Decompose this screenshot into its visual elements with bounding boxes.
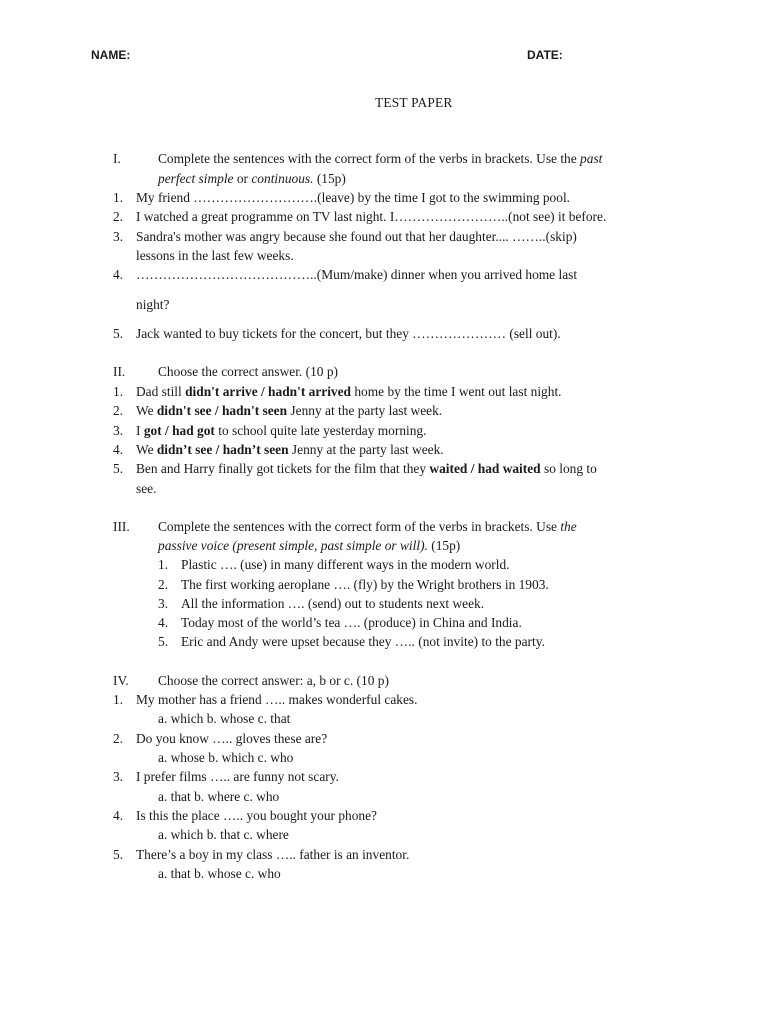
section4-item-number: 4. <box>113 808 124 823</box>
section3-item-text: The first working aeroplane …. (fly) by the Wright brothers in 1903. <box>181 577 549 592</box>
section2-item-number: 4. <box>113 442 124 457</box>
section2-item-text-cont: see. <box>136 481 157 496</box>
section1-item-text-cont: lessons in the last few weeks. <box>136 248 294 263</box>
section3-item-number: 3. <box>158 596 169 611</box>
section1-item-text: Sandra's mother was angry because she found out that her daughter.... ……..(skip) <box>136 229 577 244</box>
section3-item-text: Plastic …. (use) in many different ways in the modern world. <box>181 557 510 572</box>
section4-instruction: Choose the correct answer: a, b or c. (10 p) <box>158 673 389 688</box>
section1-instruction-line1: Complete the sentences with the correct form of the verbs in brackets. Use the past <box>158 151 603 166</box>
section1-number: I. <box>113 151 121 166</box>
section2-item-text: I got / had got to school quite late yesterday morning. <box>136 423 427 438</box>
section4-item-number: 2. <box>113 731 124 746</box>
name-label: NAME: <box>91 48 131 62</box>
section3-item-text: Today most of the world’s tea …. (produce) in China and India. <box>181 615 522 630</box>
section4-question: I prefer films ….. are funny not scary. <box>136 769 339 784</box>
section3-item-number: 5. <box>158 634 169 649</box>
section4-number: IV. <box>113 673 129 688</box>
page-title: TEST PAPER <box>375 95 453 110</box>
section2-item-text: Dad still didn't arrive / hadn't arrived home by the time I went out last night. <box>136 384 562 399</box>
section4-question: Do you know ….. gloves these are? <box>136 731 328 746</box>
section1-item-text-cont: night? <box>136 297 170 312</box>
section3-instruction-line1: Complete the sentences with the correct form of the verbs in brackets. Use the <box>158 519 577 534</box>
section4-item-number: 5. <box>113 847 124 862</box>
section2-item-number: 3. <box>113 423 124 438</box>
section1-item-number: 4. <box>113 267 124 282</box>
section4-item-number: 3. <box>113 769 124 784</box>
section3-item-text: All the information …. (send) out to students next week. <box>181 596 485 611</box>
section1-item-text: I watched a great programme on TV last night. I……………………..(not see) it before. <box>136 209 607 224</box>
section3-item-number: 2. <box>158 577 169 592</box>
section1-item-number: 3. <box>113 229 124 244</box>
section3-number: III. <box>113 519 130 534</box>
section4-options: a. which b. that c. where <box>158 827 289 842</box>
section2-item-text: Ben and Harry finally got tickets for the film that they waited / had waited so long to <box>136 461 597 476</box>
section4-question: There’s a boy in my class ….. father is an inventor. <box>136 847 410 862</box>
section2-item-text: We didn’t see / hadn’t seen Jenny at the party last week. <box>136 442 444 457</box>
section1-item-number: 5. <box>113 326 124 341</box>
section2-item-number: 1. <box>113 384 124 399</box>
section1-instruction-line2: perfect simple or continuous. (15p) <box>158 171 346 186</box>
section3-item-number: 1. <box>158 557 169 572</box>
section4-question: Is this the place ….. you bought your phone? <box>136 808 377 823</box>
section2-instruction: Choose the correct answer. (10 p) <box>158 364 338 379</box>
section4-options: a. whose b. which c. who <box>158 750 294 765</box>
section3-item-number: 4. <box>158 615 169 630</box>
section3-instruction-line2: passive voice (present simple, past simple or will). (15p) <box>158 538 461 553</box>
section2-item-number: 5. <box>113 461 124 476</box>
section1-item-text: Jack wanted to buy tickets for the concert, but they ………………… (sell out). <box>136 326 561 341</box>
section1-item-number: 2. <box>113 209 124 224</box>
section2-number: II. <box>113 364 126 379</box>
section1-item-text: …………………………………..(Mum/make) dinner when you arrived home last <box>136 267 578 282</box>
section4-question: My mother has a friend ….. makes wonderful cakes. <box>136 692 418 707</box>
section4-options: a. which b. whose c. that <box>158 711 291 726</box>
section3-item-text: Eric and Andy were upset because they ….. (not invite) to the party. <box>181 634 545 649</box>
section2-item-number: 2. <box>113 403 124 418</box>
section4-options: a. that b. whose c. who <box>158 866 281 881</box>
section1-item-number: 1. <box>113 190 124 205</box>
section4-item-number: 1. <box>113 692 124 707</box>
section2-item-text: We didn't see / hadn't seen Jenny at the party last week. <box>136 403 443 418</box>
section4-options: a. that b. where c. who <box>158 789 280 804</box>
date-label: DATE: <box>527 48 563 62</box>
section1-item-text: My friend ……………………….(leave) by the time I got to the swimming pool. <box>136 190 571 205</box>
